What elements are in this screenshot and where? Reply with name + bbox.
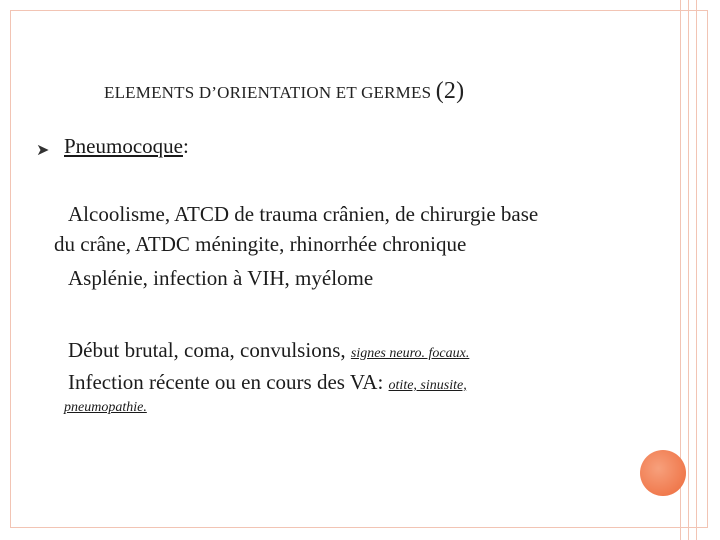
arrow-bullet-icon: ➤: [36, 142, 50, 159]
slide-title-suffix: (2): [435, 78, 465, 104]
text-line-6: pneumopathie.: [64, 400, 147, 415]
decorative-lines: [680, 0, 706, 540]
heading-label: Pneumocoque: [64, 134, 183, 158]
text-line-4: [68, 338, 469, 363]
heading-colon: :: [182, 134, 189, 158]
text-line-5-main: Infection récente ou en cours des VA:: [68, 370, 389, 394]
decorative-circle: [640, 450, 686, 496]
slide-title-main: ELEMENTS D’ORIENTATION ET GERMES: [104, 83, 432, 102]
text-line-4-main: Début brutal, coma, convulsions,: [68, 338, 351, 362]
text-line-4-note: signes neuro. focaux.: [350, 346, 470, 361]
section-heading: [64, 134, 189, 159]
text-line-5: [68, 370, 467, 395]
text-line-1: Alcoolisme, ATCD de trauma crânien, de chirurgie base: [68, 202, 539, 226]
text-line-2: du crâne, ATDC méningite, rhinorrhée chronique: [54, 232, 467, 256]
text-line-5-note: otite, sinusite,: [388, 378, 467, 393]
text-line-3: Asplénie, infection à VIH, myélome: [68, 266, 374, 290]
slide-title: [104, 78, 464, 105]
